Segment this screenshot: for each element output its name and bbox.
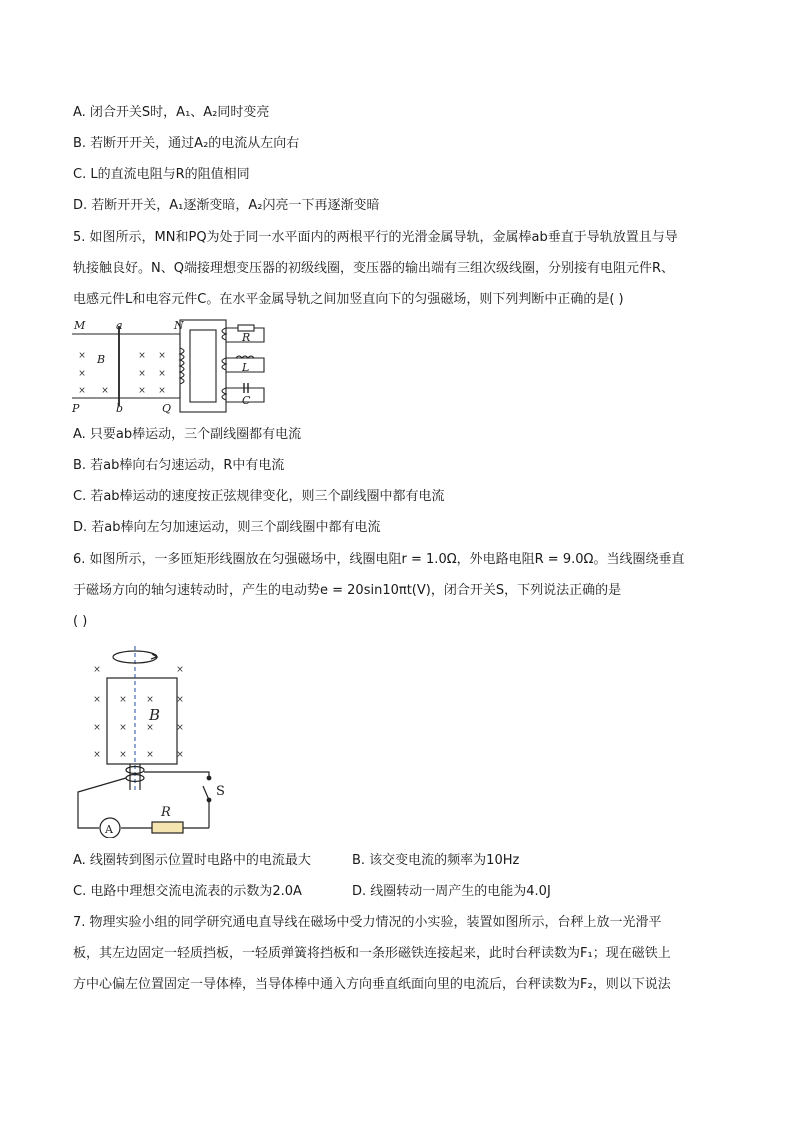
svg-text:×: × <box>158 369 166 379</box>
svg-text:×: × <box>146 723 154 733</box>
svg-text:×: × <box>78 386 86 396</box>
q5-label-l: L <box>242 361 250 374</box>
svg-text:×: × <box>176 695 184 705</box>
q5-option-c: C. 若ab棒运动的速度按正弦规律变化，则三个副线圈中都有电流 <box>73 489 445 504</box>
q4-option-b: B. 若断开开关，通过A₂的电流从左向右 <box>73 136 300 151</box>
svg-text:×: × <box>93 665 101 675</box>
svg-text:×: × <box>146 750 154 760</box>
q4-option-c: C. L的直流电阻与R的阻值相同 <box>73 167 250 182</box>
svg-text:×: × <box>146 695 154 705</box>
svg-text:×: × <box>119 750 127 760</box>
q5-label-n: N <box>174 319 184 332</box>
q6-option-b: B. 该交变电流的频率为10Hz <box>352 853 520 868</box>
q5-label-b: b <box>116 402 124 415</box>
q6-option-c: C. 电路中理想交流电流表的示数为2.0A <box>73 884 302 899</box>
q6-stem-line-2: 于磁场方向的轴匀速转动时，产生的电动势e = 20sin10πt(V)，闭合开关S，下列说法正确的是 <box>73 583 622 598</box>
q6-figure-rotating-coil <box>70 642 240 838</box>
q5-option-d: D. 若ab棒向左匀加速运动，则三个副线圈中都有电流 <box>73 520 381 535</box>
q5-label-r: R <box>242 331 251 344</box>
svg-text:×: × <box>78 351 86 361</box>
q5-label-q: Q <box>162 402 172 415</box>
svg-text:×: × <box>93 723 101 733</box>
q6-label-ammeter: A <box>105 823 113 836</box>
svg-text:×: × <box>78 369 86 379</box>
q6-option-a: A. 线圈转到图示位置时电路中的电流最大 <box>73 853 311 868</box>
svg-text:×: × <box>176 665 184 675</box>
q5-label-b-field: B <box>97 353 106 366</box>
q5-stem-line-3: 电感元件L和电容元件C。在水平金属导轨之间加竖直向下的匀强磁场，则下列判断中正确的是( ) <box>73 292 624 307</box>
svg-text:×: × <box>93 750 101 760</box>
q7-stem-line-2: 板，其左边固定一轻质挡板，一轻质弹簧将挡板和一条形磁铁连接起来，此时台秤读数为F₁；现在磁铁上 <box>73 946 671 961</box>
q5-figure-rail-transformer <box>70 316 270 416</box>
q5-option-b: B. 若ab棒向右匀速运动，R中有电流 <box>73 458 285 473</box>
q6-stem-line-1: 6. 如图所示，一多匝矩形线圈放在匀强磁场中，线圈电阻r = 1.0Ω，外电路电阻R = 9.0Ω。当线圈绕垂直 <box>73 552 685 567</box>
svg-text:×: × <box>138 386 146 396</box>
q6-stem-line-3: ( ) <box>73 614 88 629</box>
svg-text:×: × <box>119 723 127 733</box>
q5-stem-line-1: 5. 如图所示，MN和PQ为处于同一水平面内的两根平行的光滑金属导轨，金属棒ab垂直于导轨放置且与导 <box>73 230 678 245</box>
svg-text:×: × <box>119 695 127 705</box>
svg-text:×: × <box>138 351 146 361</box>
svg-text:×: × <box>101 386 109 396</box>
q4-option-d: D. 若断开开关，A₁逐渐变暗，A₂闪亮一下再逐渐变暗 <box>73 198 380 213</box>
q6-label-r: R <box>161 805 171 820</box>
q5-label-a: a <box>116 319 123 332</box>
svg-text:×: × <box>93 695 101 705</box>
q5-option-a: A. 只要ab棒运动，三个副线圈都有电流 <box>73 427 302 442</box>
q6-label-s: S <box>216 784 225 799</box>
svg-text:×: × <box>176 750 184 760</box>
q5-label-c: C <box>242 394 251 407</box>
svg-text:×: × <box>176 723 184 733</box>
svg-text:×: × <box>158 386 166 396</box>
q4-option-a: A. 闭合开关S时，A₁、A₂同时变亮 <box>73 105 270 120</box>
q7-stem-line-3: 方中心偏左位置固定一导体棒，当导体棒中通入方向垂直纸面向里的电流后，台秤读数为F₂，则以下说法 <box>73 977 671 992</box>
q7-stem-line-1: 7. 物理实验小组的同学研究通电直导线在磁场中受力情况的小实验，装置如图所示，台秤上放一光滑平 <box>73 915 662 930</box>
q6-label-b: B <box>149 706 161 724</box>
svg-text:×: × <box>158 351 166 361</box>
q5-label-p: P <box>72 402 80 415</box>
q5-label-m: M <box>74 319 86 332</box>
q5-stem-line-2: 轨接触良好。N、Q端接理想变压器的初级线圈，变压器的输出端有三组次级线圈，分别接有电阻元件R、 <box>73 261 674 276</box>
svg-text:×: × <box>138 369 146 379</box>
q6-option-d: D. 线圈转动一周产生的电能为4.0J <box>352 884 551 899</box>
